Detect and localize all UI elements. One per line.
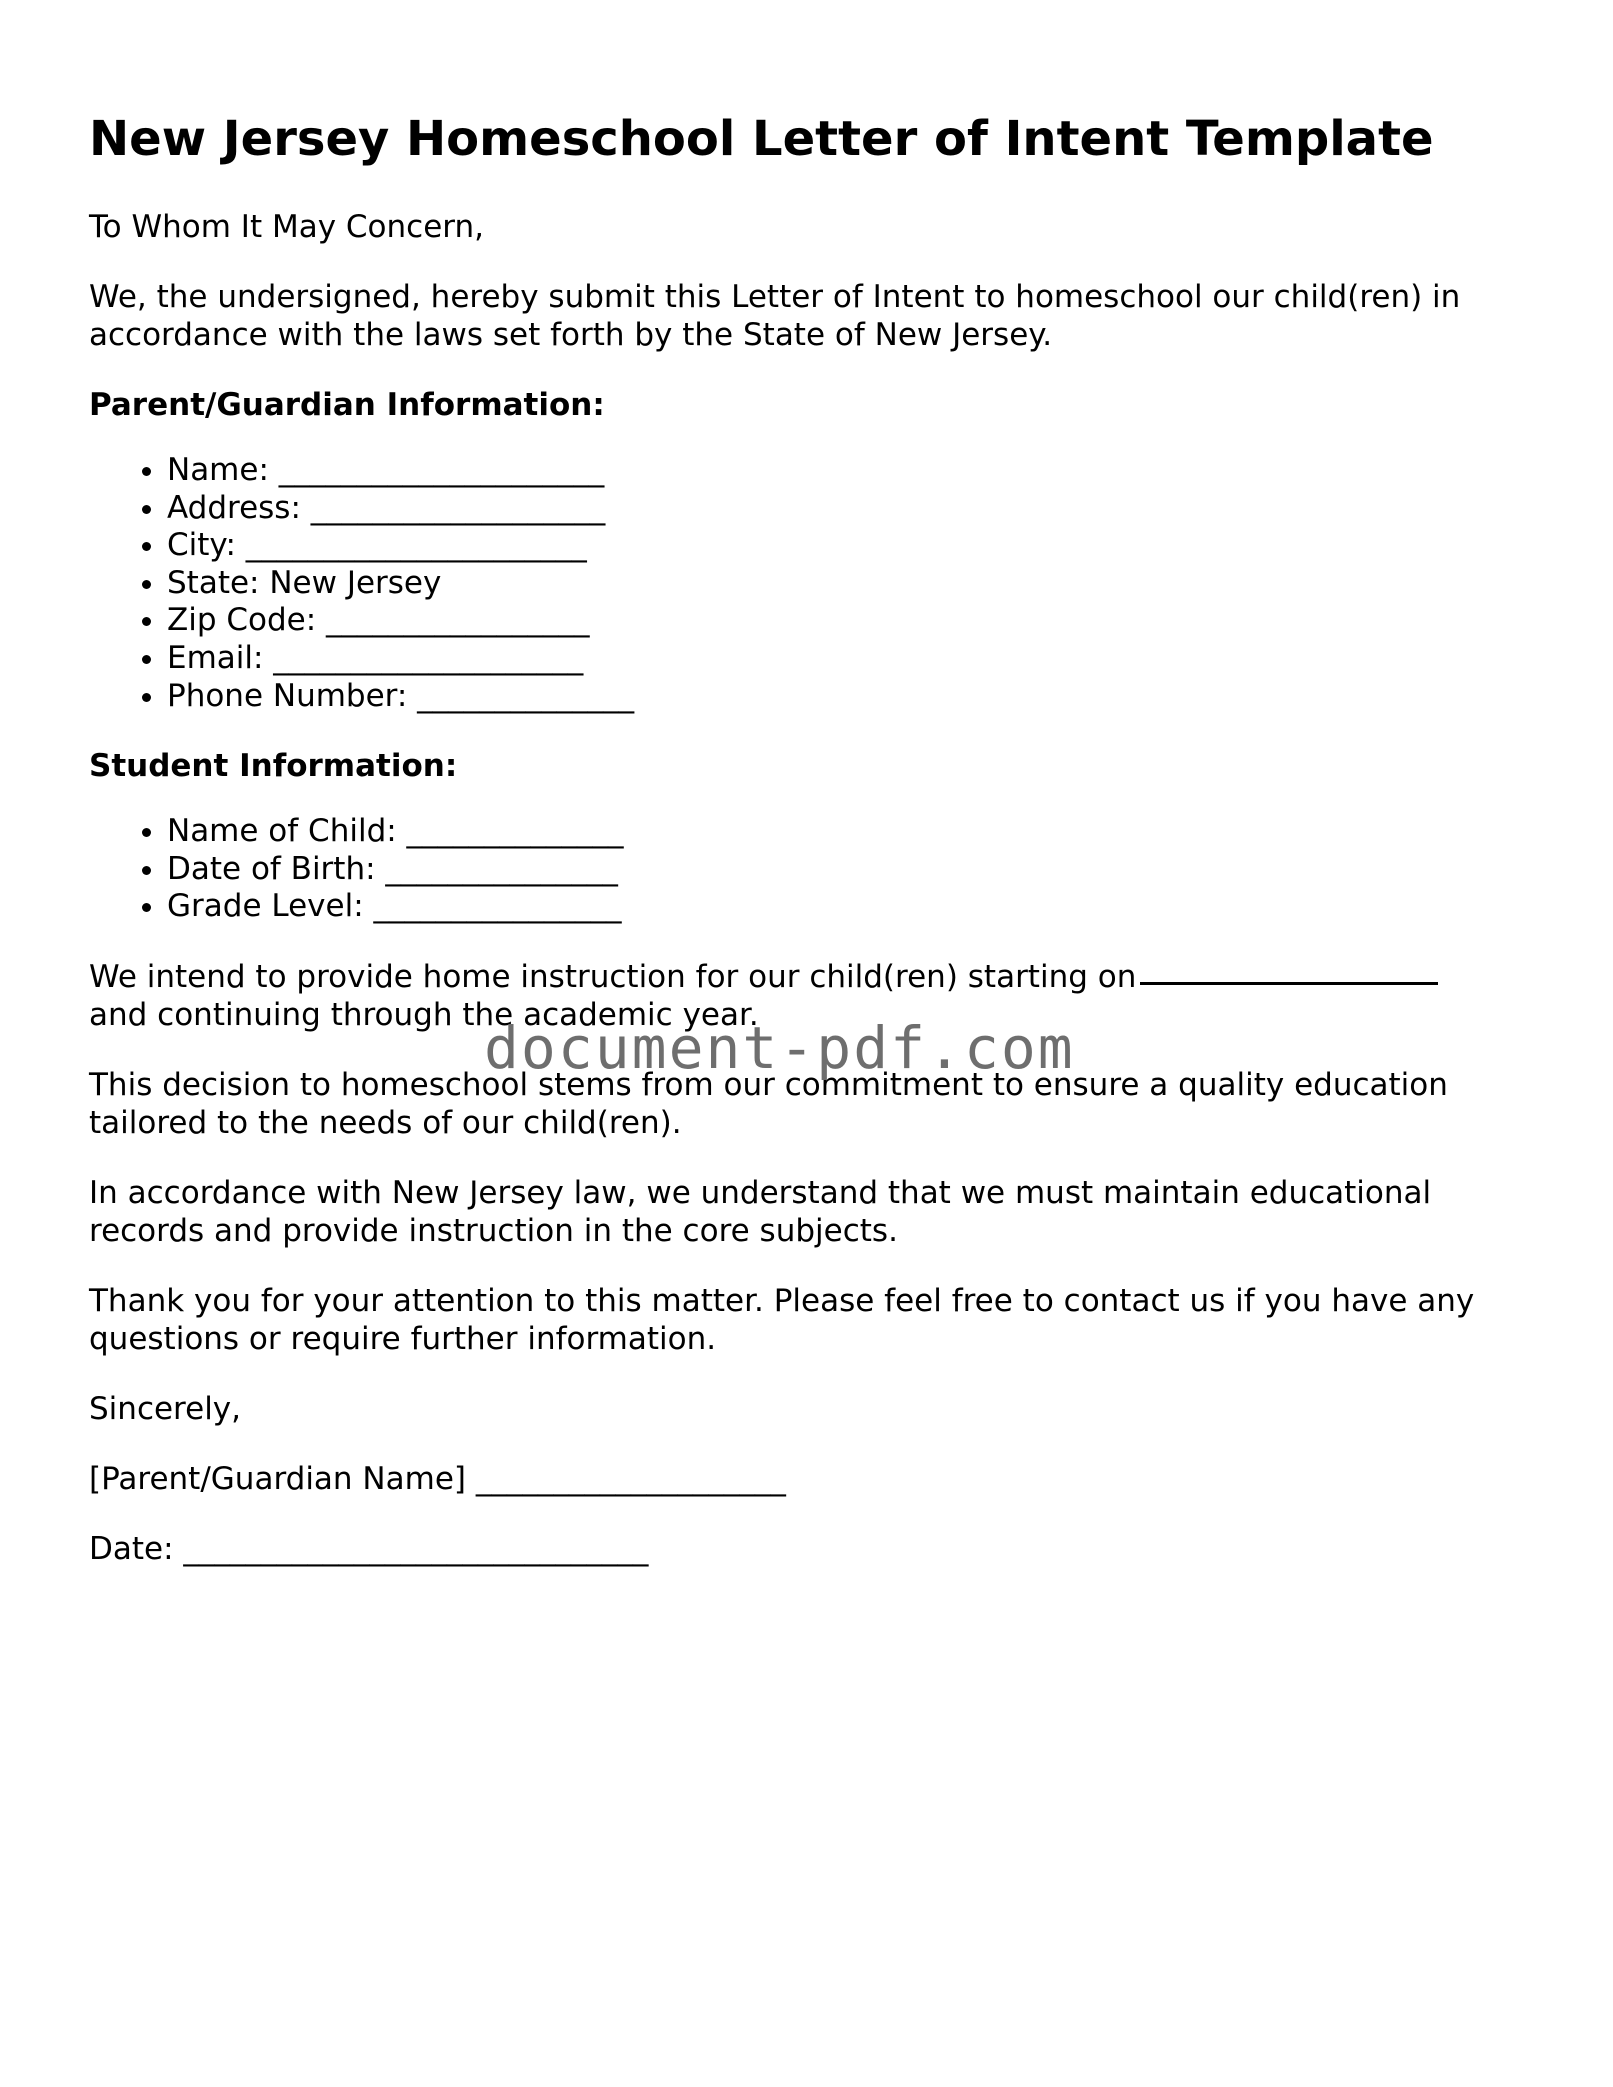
student-info-list (89, 813, 1529, 926)
date-line: Date: ______________________________ (89, 1530, 649, 1567)
parent-name-item: • Name: _____________________ (167, 452, 1529, 490)
parent-phone-item: • Phone Number: ______________ (167, 678, 1529, 716)
start-date-blank (1140, 981, 1438, 985)
letter-page (89, 108, 1529, 1600)
salutation: To Whom It May Concern, (89, 209, 484, 245)
child-grade-item: • Grade Level: ________________ (167, 888, 1529, 926)
closing: Sincerely, (89, 1390, 242, 1427)
child-dob-item: • Date of Birth: _______________ (167, 851, 1529, 889)
signature-line: [Parent/Guardian Name] ____________________ (89, 1460, 786, 1497)
watermark-text: document-pdf.com (484, 1014, 1075, 1082)
parent-state-item: • State: New Jersey (167, 565, 1529, 603)
intent-line-1: We intend to provide home instruction for our child(ren) starting on (89, 958, 1137, 995)
parent-city-item: • City: ______________________ (167, 527, 1529, 565)
parent-address-item: • Address: ___________________ (167, 490, 1529, 528)
parent-zip-item: • Zip Code: _________________ (167, 602, 1529, 640)
law-paragraph: In accordance with New Jersey law, we understand that we must maintain educational records and provide instruction in the core subjects. (89, 1174, 1432, 1249)
thanks-paragraph: Thank you for your attention to this matter. Please feel free to contact us if you have any questions or require further information. (89, 1282, 1475, 1357)
parent-email-item: • Email: ____________________ (167, 640, 1529, 678)
intro-paragraph: We, the undersigned, hereby submit this Letter of Intent to homeschool our child(ren) in accordance with the laws set forth by the State of New Jersey. (89, 279, 1461, 353)
child-name-item: • Name of Child: ______________ (167, 813, 1529, 851)
parent-section-heading: Parent/Guardian Information: (89, 387, 605, 423)
parent-info-list (89, 452, 1529, 715)
page-title: New Jersey Homeschool Letter of Intent Template (89, 111, 1434, 167)
intent-line-2: and continuing through the academic year. (89, 996, 759, 1033)
student-section-heading: Student Information: (89, 748, 458, 785)
decision-paragraph: This decision to homeschool stems from our commitment to ensure a quality education tailored to the needs of our child(ren). (89, 1066, 1448, 1141)
